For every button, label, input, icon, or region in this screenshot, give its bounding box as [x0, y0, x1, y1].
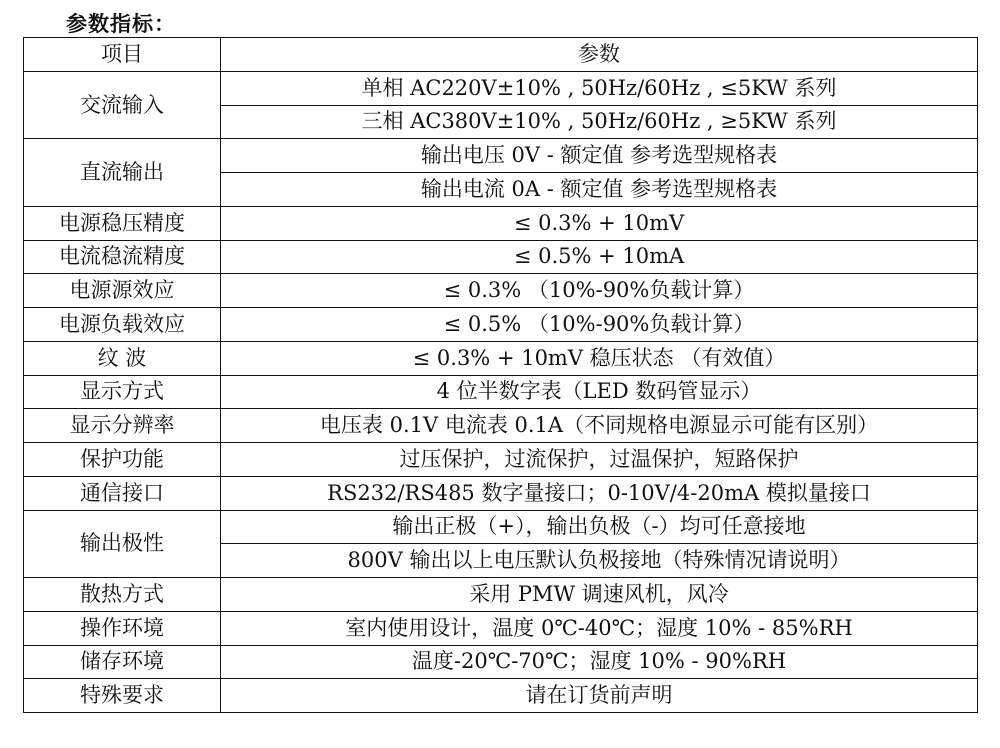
polarity-line-1: 输出正极（+），输出负极（-）均可任意接地 [221, 510, 978, 544]
row-value: RS232/RS485 数字量接口；0-10V/4-20mA 模拟量接口 [221, 476, 978, 510]
table-row [24, 476, 978, 510]
table-row [24, 409, 978, 443]
row-label: 电源源效应 [24, 274, 221, 308]
row-value: 室内使用设计，温度 0℃-40℃；湿度 10% - 85%RH [221, 611, 978, 645]
row-value: ≤ 0.5% （10%-90%负载计算） [221, 308, 978, 342]
table-row [24, 206, 978, 240]
table-row [24, 510, 978, 544]
row-value: 电压表 0.1V 电流表 0.1A（不同规格电源显示可能有区别） [221, 409, 978, 443]
section-heading: 参数指标： [66, 12, 176, 36]
row-label-dc-output: 直流输出 [24, 139, 221, 207]
row-label: 储存环境 [24, 645, 221, 679]
row-value: 过压保护，过流保护，过温保护，短路保护 [221, 443, 978, 477]
polarity-line-2: 800V 输出以上电压默认负极接地（特殊情况请说明） [221, 544, 978, 578]
row-value: ≤ 0.3% + 10mV 稳压状态 （有效值） [221, 341, 978, 375]
table-row [24, 139, 978, 173]
table-row [24, 71, 978, 105]
dc-output-voltage: 输出电压 0V - 额定值 参考选型规格表 [221, 139, 978, 173]
row-label: 电流稳流精度 [24, 240, 221, 274]
row-label: 显示分辨率 [24, 409, 221, 443]
row-value: 请在订货前声明 [221, 679, 978, 713]
table-row [24, 443, 978, 477]
row-label: 保护功能 [24, 443, 221, 477]
header-item: 项目 [24, 38, 221, 72]
row-label: 显示方式 [24, 375, 221, 409]
row-value: 采用 PMW 调速风机，风冷 [221, 578, 978, 612]
row-label: 纹 波 [24, 341, 221, 375]
table-row [24, 341, 978, 375]
row-label-polarity: 输出极性 [24, 510, 221, 578]
row-label: 通信接口 [24, 476, 221, 510]
table-row [24, 240, 978, 274]
row-value: 温度-20℃-70℃；湿度 10% - 90%RH [221, 645, 978, 679]
ac-input-three-phase: 三相 AC380V±10% , 50Hz/60Hz , ≥5KW 系列 [221, 105, 978, 139]
table-row [24, 679, 978, 713]
row-label: 特殊要求 [24, 679, 221, 713]
table-row [24, 645, 978, 679]
row-value: ≤ 0.3% + 10mV [221, 206, 978, 240]
table-row [24, 611, 978, 645]
ac-input-single-phase: 单相 AC220V±10% , 50Hz/60Hz , ≤5KW 系列 [221, 71, 978, 105]
row-label: 散热方式 [24, 578, 221, 612]
table-row [24, 578, 978, 612]
table-row [24, 308, 978, 342]
spec-table [23, 37, 978, 713]
row-label-ac-input: 交流输入 [24, 71, 221, 139]
row-value: 4 位半数字表（LED 数码管显示） [221, 375, 978, 409]
row-label: 电源稳压精度 [24, 206, 221, 240]
row-label: 电源负载效应 [24, 308, 221, 342]
row-value: ≤ 0.3% （10%-90%负载计算） [221, 274, 978, 308]
table-row [24, 375, 978, 409]
row-value: ≤ 0.5% + 10mA [221, 240, 978, 274]
dc-output-current: 输出电流 0A - 额定值 参考选型规格表 [221, 173, 978, 207]
header-param: 参数 [221, 38, 978, 72]
row-label: 操作环境 [24, 611, 221, 645]
table-row [24, 274, 978, 308]
header-row [24, 38, 978, 72]
